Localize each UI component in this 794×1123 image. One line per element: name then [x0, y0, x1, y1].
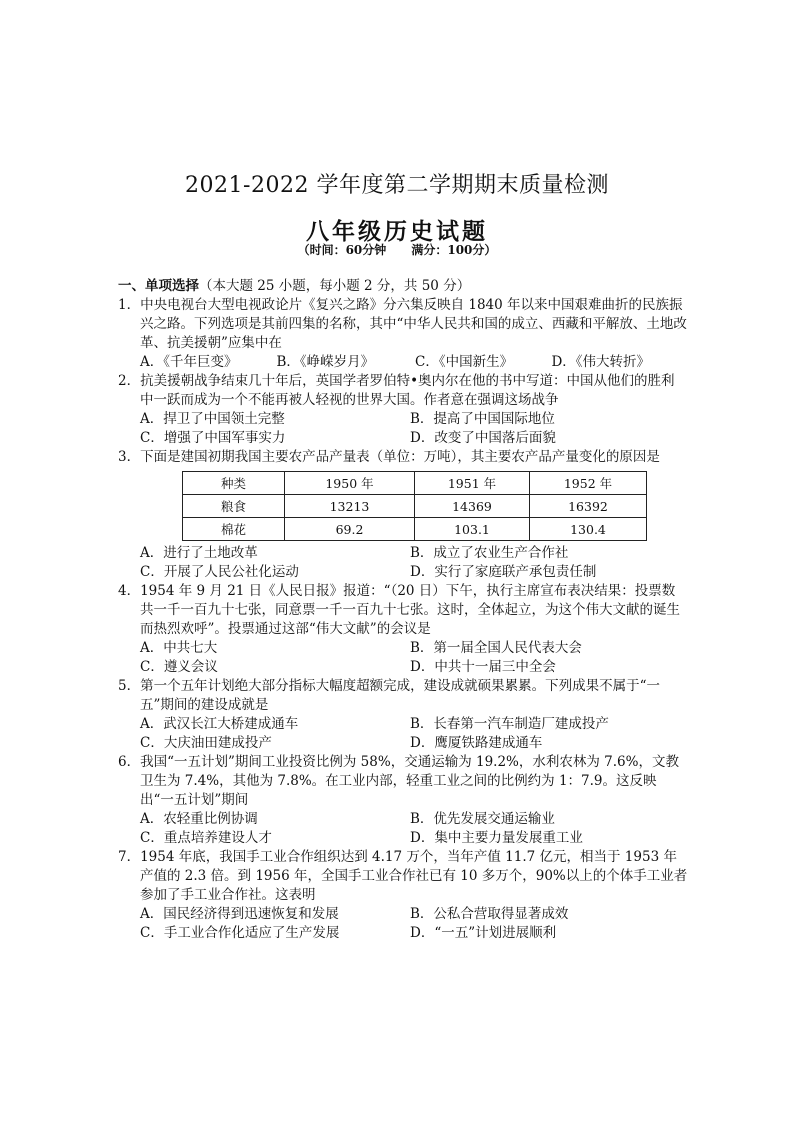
question-2-option-c: C．增强了中国军事实力 [140, 430, 286, 446]
question-2-option-d: D．改变了中国落后面貌 [410, 430, 556, 446]
question-5-option-a: A．武汉长江大桥建成通车 [140, 716, 299, 732]
question-list [118, 277, 688, 943]
table-header-cell: 1951 年 [415, 472, 530, 495]
question-6-option-d: D．集中主要力量发展重工业 [410, 830, 583, 846]
question-3-stem: 3．下面是建国初期我国主要农产品产量表（单位：万吨），其主要农产品产量变化的原因是 [118, 449, 660, 465]
question-7-option-d: D．“一五”计划进展顺利 [410, 925, 557, 941]
table-cell: 13213 [285, 495, 415, 518]
question-1-option-a: A．《千年巨变》 [140, 354, 238, 370]
exam-subtitle: 八年级历史试题 [306, 218, 488, 245]
question-2-option-a: A．捍卫了中国领土完整 [140, 411, 285, 427]
question-3-option-b: B．成立了农业生产合作社 [410, 545, 569, 561]
question-5-option-c: C．大庆油田建成投产 [140, 735, 272, 751]
question-4-option-c: C．遵义会议 [140, 659, 218, 675]
question-1-options [118, 353, 688, 372]
exam-title: 2021-2022 学年度第二学期期末质量检测 [185, 173, 609, 198]
question-3-option-a: A．进行了土地改革 [140, 545, 258, 561]
exam-meta: （时间：60分钟 满分：100分） [297, 243, 497, 257]
question-6-option-c: C．重点培养建设人才 [140, 830, 272, 846]
question-7-option-a: A．国民经济得到迅速恢复和发展 [140, 906, 339, 922]
table-cell: 103.1 [415, 518, 530, 541]
question-4-option-a: A．中共七大 [140, 640, 218, 656]
question-1-option-d: D．《伟大转折》 [551, 354, 651, 370]
section-heading [118, 277, 688, 296]
crop-output-table [182, 471, 647, 541]
table-cell: 粮食 [183, 495, 285, 518]
table-cell: 130.4 [530, 518, 647, 541]
question-1-stem: 1．中央电视台大型电视政论片《复兴之路》分六集反映自 1840 年以来中国艰难曲折的民族振兴之路。下列选项是其前四集的名称，其中“中华人民共和国的成立、西藏和平解放、土地改革、抗美援朝”应集中在 [118, 297, 687, 351]
question-5-option-b: B．长春第一汽车制造厂建成投产 [410, 716, 609, 732]
table-cell: 14369 [415, 495, 530, 518]
table-row [183, 495, 647, 518]
question-3-option-c: C．开展了人民公社化运动 [140, 564, 299, 580]
question-2-option-b: B．提高了中国国际地位 [410, 411, 555, 427]
table-cell: 69.2 [285, 518, 415, 541]
question-5-options [118, 715, 688, 753]
question-4-stem: 4．1954 年 9 月 21 日《人民日报》报道：“（20 日）下午，执行主席宣布表决结果：投票数共一千一百九十七张，同意票一千一百九十七张。这时，全体起立，为这个伟大文献的诞生而热烈欢呼”。投票通过这部“伟大文献”的会议是 [118, 583, 680, 637]
table-header-cell: 种类 [183, 472, 285, 495]
question-1-option-b: B．《峥嵘岁月》 [276, 354, 375, 370]
question-4-option-b: B．第一届全国人民代表大会 [410, 640, 582, 656]
question-6-option-b: B．优先发展交通运输业 [410, 811, 555, 827]
question-3-option-d: D．实行了家庭联产承包责任制 [410, 564, 597, 580]
table-row [183, 518, 647, 541]
question-2-stem: 2．抗美援朝战争结束几十年后，英国学者罗伯特•奥内尔在他的书中写道：中国从他们的胜利中一跃而成为一个不能再被人轻视的世界大国。作者意在强调这场战争 [118, 373, 675, 408]
question-7-options [118, 905, 688, 943]
question-4-options [118, 639, 688, 677]
section-title: 一、单项选择 [118, 278, 199, 294]
question-3-options [118, 544, 688, 582]
section-description: （本大题 25 小题，每小题 2 分，共 50 分） [199, 278, 471, 294]
question-7-option-c: C．手工业合作化适应了生产发展 [140, 925, 340, 941]
question-7-stem: 7．1954 年底，我国手工业合作组织达到 4.17 万个，当年产值 11.7 亿元，相当于 1953 年产值的 2.3 倍。到 1956 年，全国手工业合作社已有 10 多万个，90%以上的个体手工业者参加了手工业合作社。这表明 [118, 849, 688, 903]
table-header-cell: 1952 年 [530, 472, 647, 495]
question-7-option-b: B．公私合营取得显著成效 [410, 906, 569, 922]
table-header-cell: 1950 年 [285, 472, 415, 495]
question-6-option-a: A．农轻重比例协调 [140, 811, 258, 827]
question-4-option-d: D．中共十一届三中全会 [410, 659, 556, 675]
table-header-row [183, 472, 647, 495]
question-5-option-d: D．鹰厦铁路建成通车 [410, 735, 543, 751]
question-2-options [118, 410, 688, 448]
table-cell: 棉花 [183, 518, 285, 541]
question-1-option-c: C．《中国新生》 [414, 354, 514, 370]
question-6-options [118, 810, 688, 848]
table-cell: 16392 [530, 495, 647, 518]
question-5-stem: 5．第一个五年计划绝大部分指标大幅度超额完成，建设成就硕果累累。下列成果不属于“一五”期间的建设成就是 [118, 678, 660, 713]
question-6-stem: 6．我国“一五计划”期间工业投资比例为 58%，交通运输为 19.2%，水利农林为 7.6%，文教卫生为 7.4%，其他为 7.8%。在工业内部，轻重工业之间的比例约为 1：7.9。这反映出“一五计划”期间 [118, 754, 679, 808]
